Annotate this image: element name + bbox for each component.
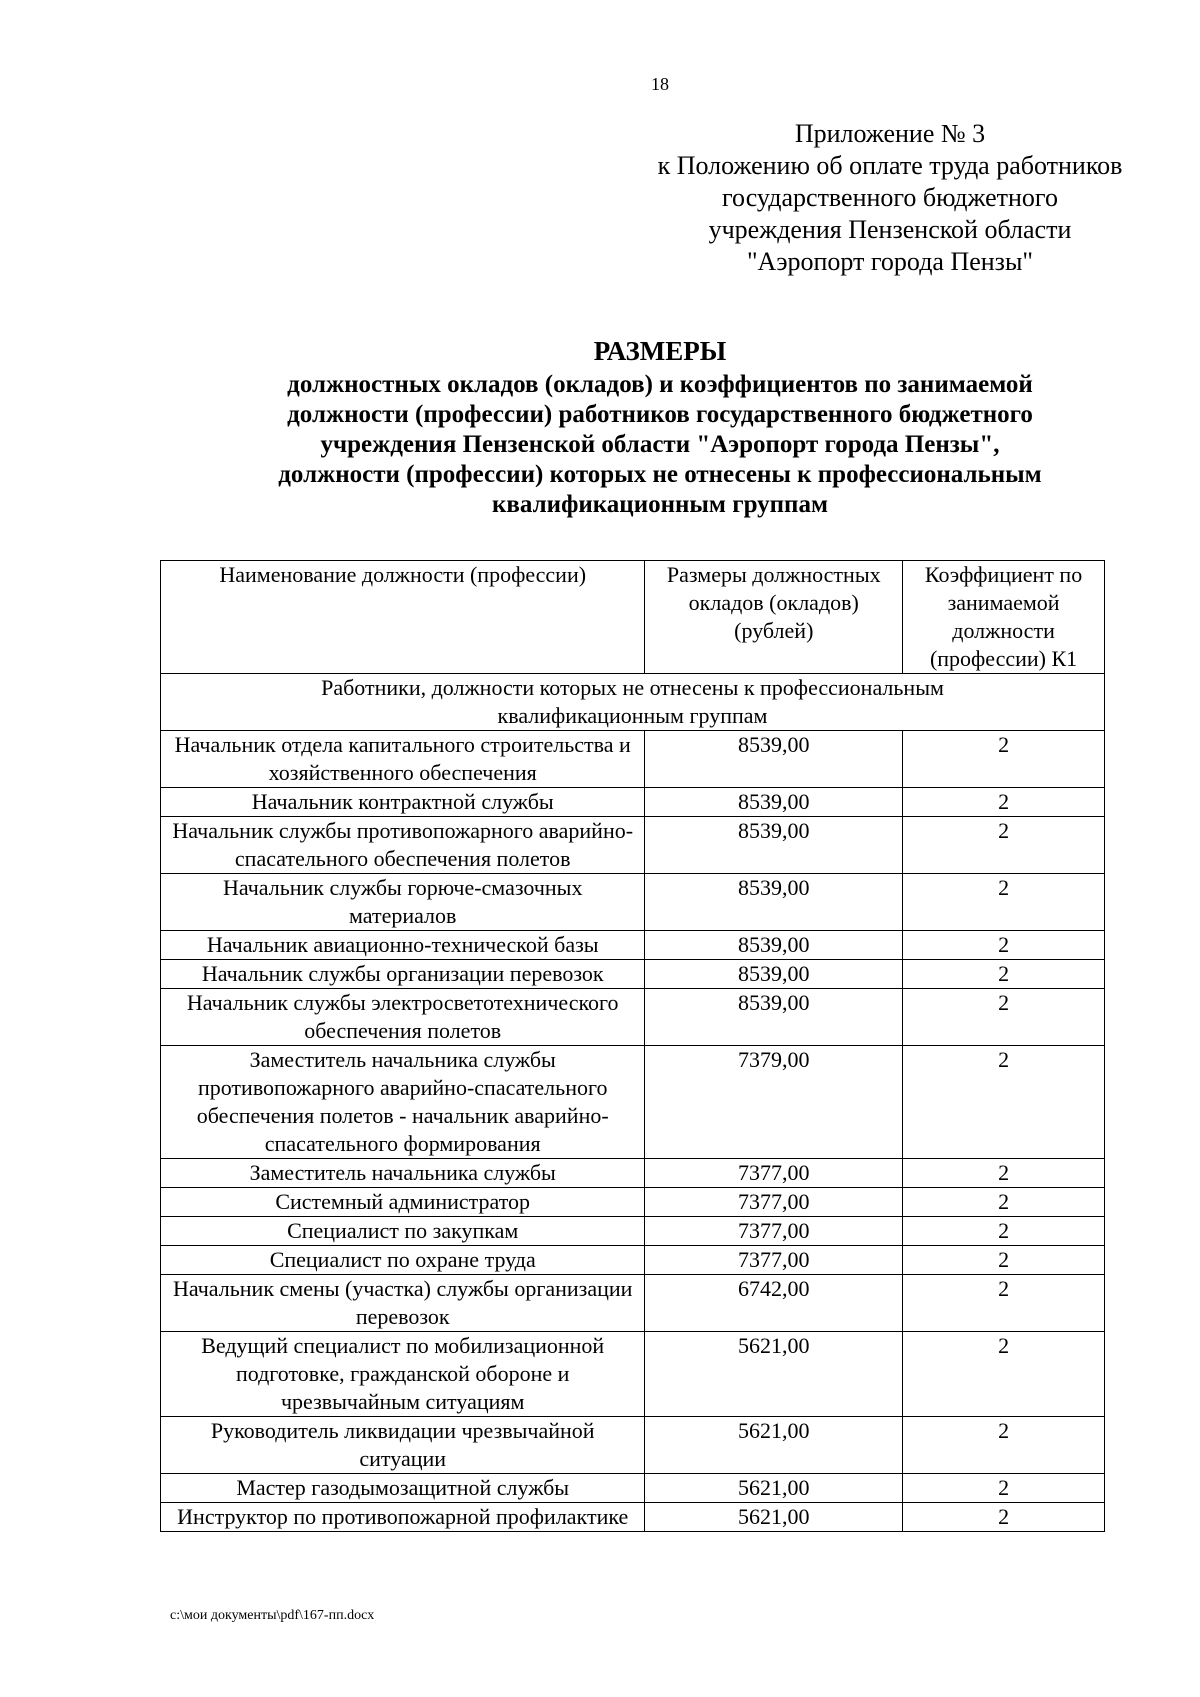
coefficient-cell: 2 <box>903 874 1105 931</box>
position-cell: Начальник службы организации перевозок <box>161 960 645 989</box>
header-salary: Размеры должностных окладов (окладов) (рублей) <box>645 561 903 674</box>
header-coefficient: Коэффициент по занимаемой должности (профессии) К1 <box>903 561 1105 674</box>
table-header-row <box>161 561 1105 674</box>
section-row <box>161 674 1105 731</box>
salary-cell: 8539,00 <box>645 788 903 817</box>
position-cell: Ведущий специалист по мобилизационной подготовке, гражданской обороне и чрезвычайным ситуациям <box>161 1332 645 1417</box>
coefficient-cell: 2 <box>903 1246 1105 1275</box>
salary-cell: 8539,00 <box>645 960 903 989</box>
table-row <box>161 1188 1105 1217</box>
coefficient-cell: 2 <box>903 1503 1105 1532</box>
coefficient-cell: 2 <box>903 788 1105 817</box>
position-cell: Системный администратор <box>161 1188 645 1217</box>
table-row <box>161 1217 1105 1246</box>
title-line: должностных окладов (окладов) и коэффициентов по занимаемой <box>287 371 1033 398</box>
table-row <box>161 1275 1105 1332</box>
position-cell: Начальник авиационно-технической базы <box>161 931 645 960</box>
coefficient-cell: 2 <box>903 1275 1105 1332</box>
coefficient-cell: 2 <box>903 1046 1105 1159</box>
table-row <box>161 1246 1105 1275</box>
title-line: учреждения Пензенской области "Аэропорт города Пензы", <box>320 431 1000 458</box>
title-line: должности (профессии) которых не отнесены к профессиональным <box>278 461 1042 488</box>
table-row <box>161 1159 1105 1188</box>
page-number: 18 <box>651 74 669 94</box>
appendix-line: к Положению об оплате труда работников <box>657 151 1123 180</box>
salary-cell: 7377,00 <box>645 1217 903 1246</box>
salary-cell: 8539,00 <box>645 731 903 788</box>
position-cell: Специалист по закупкам <box>161 1217 645 1246</box>
coefficient-cell: 2 <box>903 1159 1105 1188</box>
table-row <box>161 788 1105 817</box>
salary-cell: 8539,00 <box>645 817 903 874</box>
coefficient-cell: 2 <box>903 1474 1105 1503</box>
salary-cell: 8539,00 <box>645 874 903 931</box>
coefficient-cell: 2 <box>903 931 1105 960</box>
table-row <box>161 1474 1105 1503</box>
title-line: квалификационным группам <box>492 491 828 518</box>
salary-cell: 7377,00 <box>645 1188 903 1217</box>
header-position: Наименование должности (профессии) <box>161 561 645 674</box>
salary-cell: 5621,00 <box>645 1332 903 1417</box>
file-path-footer: c:\мои документы\pdf\167-пп.docx <box>170 1608 375 1623</box>
salary-cell: 5621,00 <box>645 1474 903 1503</box>
table-row <box>161 989 1105 1046</box>
position-cell: Начальник смены (участка) службы организации перевозок <box>161 1275 645 1332</box>
salary-cell: 8539,00 <box>645 931 903 960</box>
position-cell: Специалист по охране труда <box>161 1246 645 1275</box>
salary-cell: 6742,00 <box>645 1275 903 1332</box>
table-row <box>161 817 1105 874</box>
position-cell: Заместитель начальника службы противопожарного аварийно-спасательного обеспечения полетов - начальник аварийно-спасательного формирования <box>161 1046 645 1159</box>
table-row <box>161 1503 1105 1532</box>
coefficient-cell: 2 <box>903 1188 1105 1217</box>
table-row <box>161 931 1105 960</box>
table-row <box>161 731 1105 788</box>
position-cell: Начальник контрактной службы <box>161 788 645 817</box>
table-row <box>161 1046 1105 1159</box>
coefficient-cell: 2 <box>903 960 1105 989</box>
title-main: РАЗМЕРЫ <box>593 336 727 366</box>
position-cell: Инструктор по противопожарной профилактике <box>161 1503 645 1532</box>
salary-cell: 8539,00 <box>645 989 903 1046</box>
salary-cell: 7379,00 <box>645 1046 903 1159</box>
appendix-block <box>600 118 1180 278</box>
position-cell: Руководитель ликвидации чрезвычайной ситуации <box>161 1417 645 1474</box>
appendix-line: государственного бюджетного <box>722 183 1058 212</box>
position-cell: Мастер газодымозащитной службы <box>161 1474 645 1503</box>
coefficient-cell: 2 <box>903 1417 1105 1474</box>
salary-cell: 5621,00 <box>645 1503 903 1532</box>
coefficient-cell: 2 <box>903 817 1105 874</box>
salary-table <box>160 560 1105 1532</box>
position-cell: Начальник службы горюче-смазочных материалов <box>161 874 645 931</box>
coefficient-cell: 2 <box>903 1332 1105 1417</box>
salary-cell: 5621,00 <box>645 1417 903 1474</box>
appendix-line: учреждения Пензенской области <box>708 215 1072 244</box>
coefficient-cell: 2 <box>903 989 1105 1046</box>
appendix-line: Приложение № 3 <box>794 119 986 148</box>
salary-cell: 7377,00 <box>645 1246 903 1275</box>
table-row <box>161 874 1105 931</box>
table-row <box>161 960 1105 989</box>
position-cell: Заместитель начальника службы <box>161 1159 645 1188</box>
section-title: Работники, должности которых не отнесены к профессиональным квалификационным группам <box>161 674 1105 731</box>
salary-cell: 7377,00 <box>645 1159 903 1188</box>
document-title <box>170 336 1150 520</box>
table-row <box>161 1332 1105 1417</box>
appendix-line: "Аэропорт города Пензы" <box>746 247 1034 276</box>
position-cell: Начальник отдела капитального строительства и хозяйственного обеспечения <box>161 731 645 788</box>
title-line: должности (профессии) работников государственного бюджетного <box>287 401 1033 428</box>
table-row <box>161 1417 1105 1474</box>
coefficient-cell: 2 <box>903 731 1105 788</box>
coefficient-cell: 2 <box>903 1217 1105 1246</box>
position-cell: Начальник службы электросветотехнического обеспечения полетов <box>161 989 645 1046</box>
position-cell: Начальник службы противопожарного аварийно-спасательного обеспечения полетов <box>161 817 645 874</box>
